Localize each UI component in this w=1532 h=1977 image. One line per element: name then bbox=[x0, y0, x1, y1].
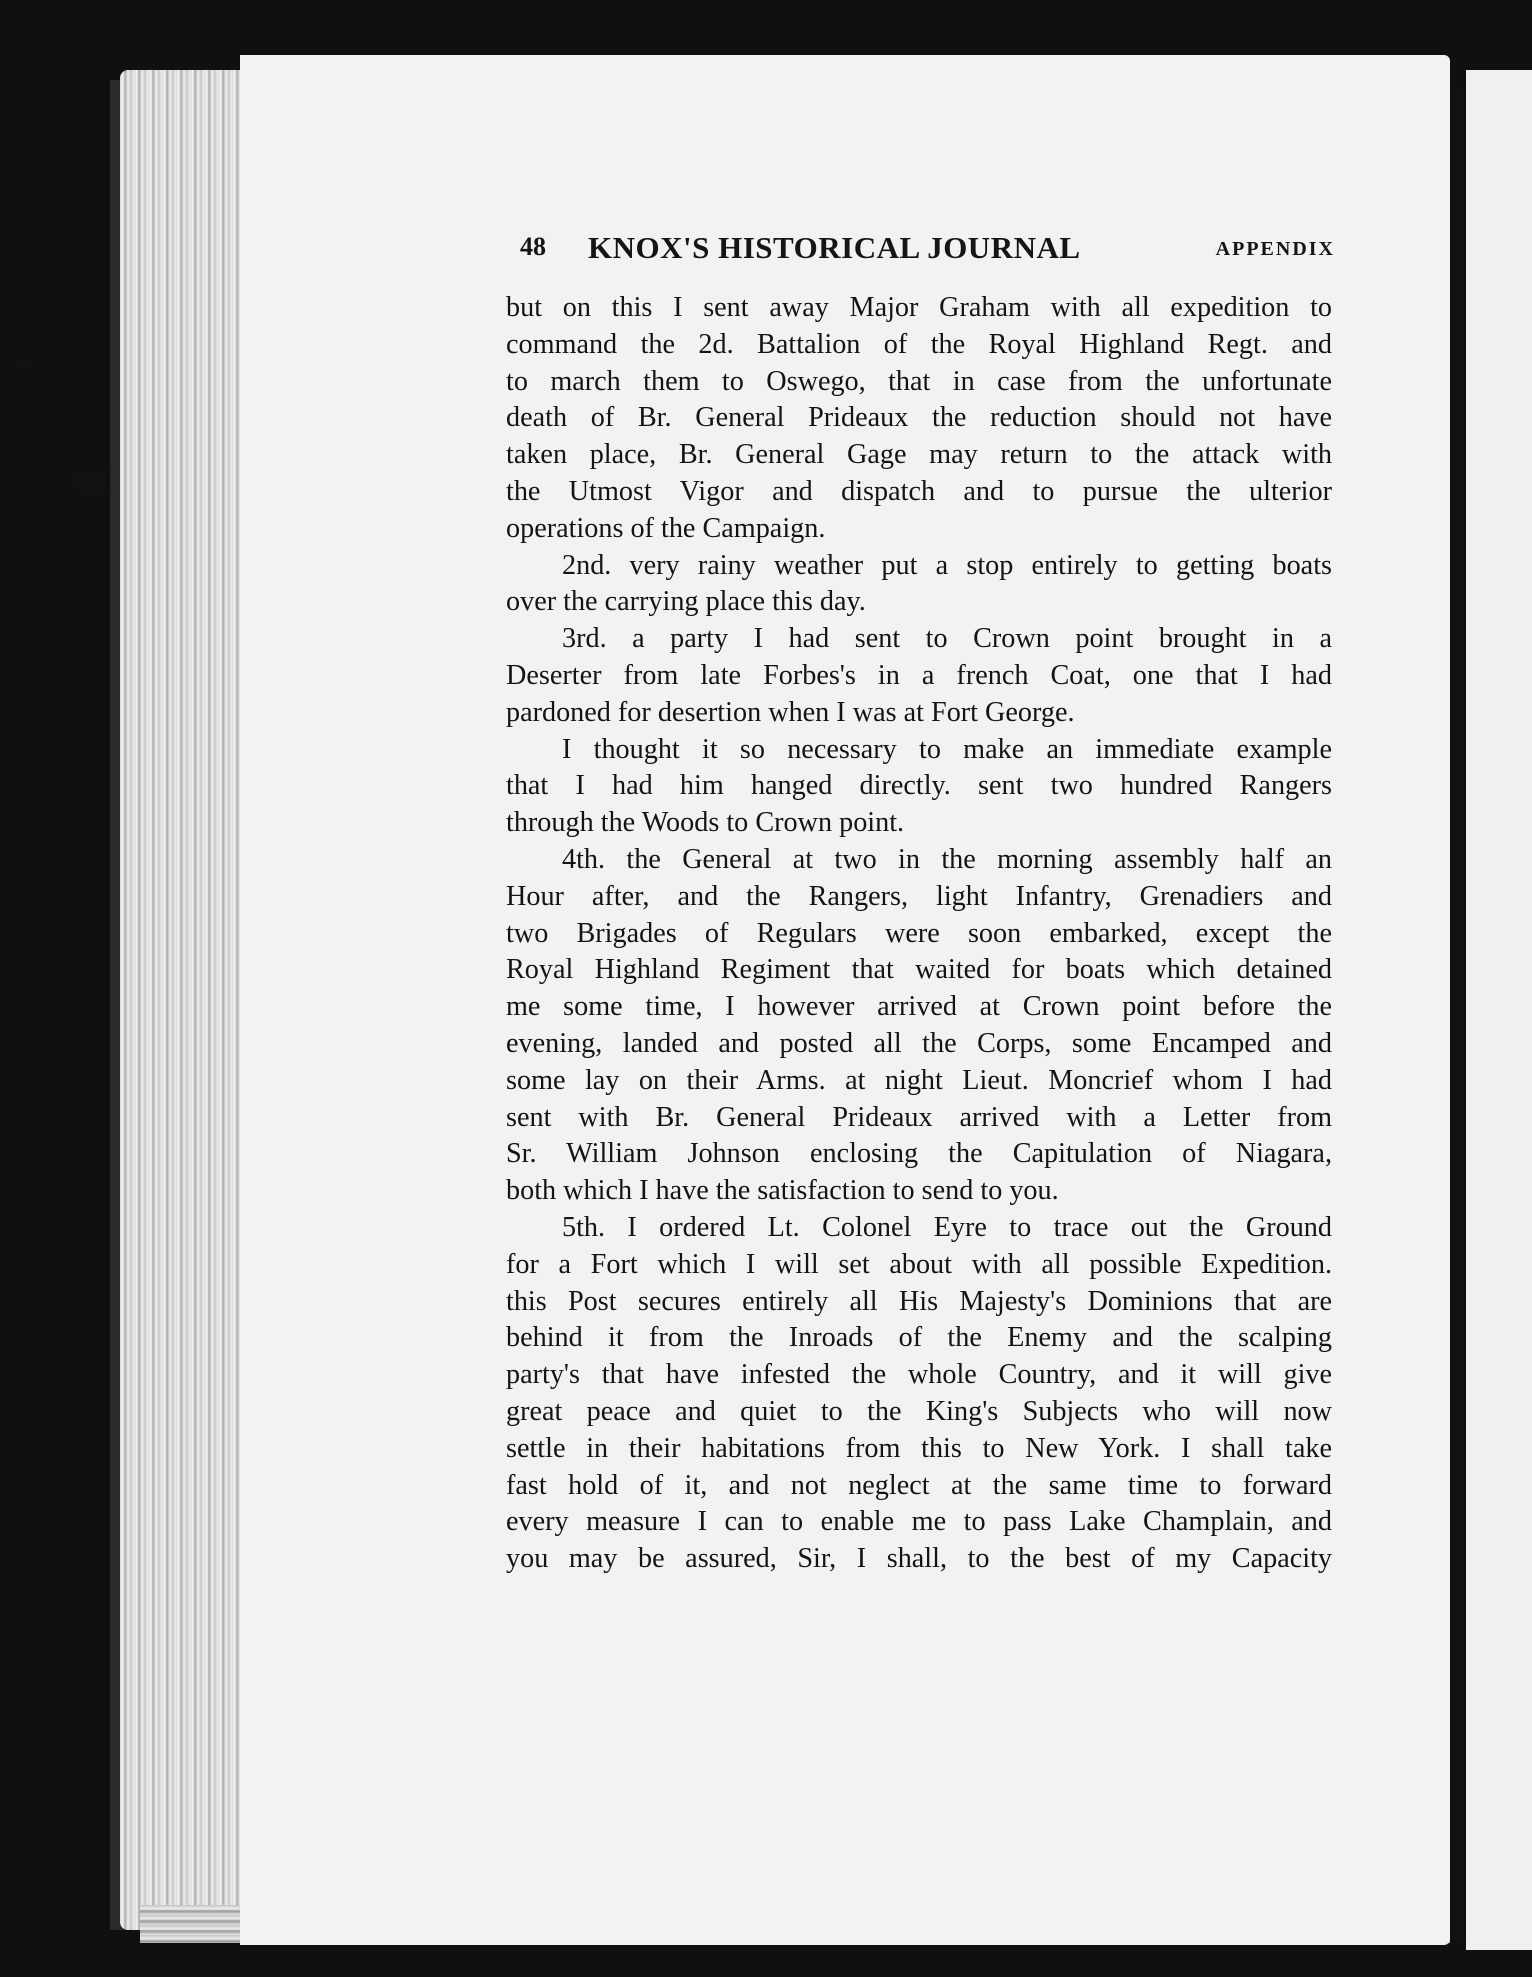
text-line: me some time, I however arrived at Crown point before the bbox=[506, 991, 1332, 1023]
text-line: Deserter from late Forbes's in a french Coat, one that I had bbox=[506, 659, 1332, 691]
text-line: for a Fort which I will set about with all possible Expedition. bbox=[506, 1248, 1332, 1280]
page-number: 48 bbox=[520, 232, 546, 261]
text-line: but on this I sent away Major Graham with all expedition to bbox=[506, 292, 1332, 323]
running-head bbox=[520, 232, 1335, 274]
book-gutter bbox=[1448, 90, 1466, 1940]
body-text bbox=[506, 290, 1332, 1578]
text-line: death of Br. General Prideaux the reduction should not have bbox=[506, 402, 1332, 434]
text-line: sent with Br. General Prideaux arrived with a Letter from bbox=[506, 1101, 1332, 1133]
text-line: operations of the Campaign. bbox=[506, 512, 826, 544]
running-title: KNOX'S HISTORICAL JOURNAL bbox=[588, 230, 1081, 265]
text-line: through the Woods to Crown point. bbox=[506, 807, 905, 839]
text-line: 4th. the General at two in the morning assembly half an bbox=[562, 843, 1332, 875]
text-line: fast hold of it, and not neglect at the same time to forward bbox=[506, 1469, 1332, 1501]
text-line: command the 2d. Battalion of the Royal Highland Regt. and bbox=[506, 328, 1332, 360]
text-line: this Post secures entirely all His Majesty's Dominions that are bbox=[506, 1285, 1332, 1317]
text-line: some lay on their Arms. at night Lieut. Moncrief whom I had bbox=[506, 1064, 1332, 1096]
text-line: Sr. William Johnson enclosing the Capitulation of Niagara, bbox=[506, 1138, 1332, 1170]
text-line: over the carrying place this day. bbox=[506, 586, 866, 618]
text-line: behind it from the Inroads of the Enemy and the scalping bbox=[506, 1322, 1332, 1354]
text-line: taken place, Br. General Gage may return to the attack with bbox=[506, 439, 1332, 471]
text-line: 3rd. a party I had sent to Crown point brought in a bbox=[562, 623, 1332, 655]
margin-mark bbox=[72, 470, 106, 492]
margin-mark bbox=[18, 362, 30, 370]
text-line: 5th. I ordered Lt. Colonel Eyre to trace out the Ground bbox=[562, 1211, 1332, 1243]
text-line: both which I have the satisfaction to send to you. bbox=[506, 1175, 1059, 1207]
text-line: to march them to Oswego, that in case from the unfortunate bbox=[506, 365, 1332, 397]
text-line: settle in their habitations from this to New York. I shall take bbox=[506, 1432, 1332, 1464]
text-line: Royal Highland Regiment that waited for boats which detained bbox=[506, 954, 1332, 986]
text-line: that I had him hanged directly. sent two hundred Rangers bbox=[506, 770, 1332, 802]
section-label: APPENDIX bbox=[1215, 238, 1335, 260]
text-line: pardoned for desertion when I was at Fort George. bbox=[506, 696, 1075, 728]
facing-page bbox=[1466, 70, 1532, 1950]
text-line: great peace and quiet to the King's Subjects who will now bbox=[506, 1395, 1332, 1427]
text-line: two Brigades of Regulars were soon embarked, except the bbox=[506, 917, 1332, 949]
text-line: the Utmost Vigor and dispatch and to pursue the ulterior bbox=[506, 475, 1332, 507]
text-line: evening, landed and posted all the Corps, some Encamped and bbox=[506, 1027, 1332, 1059]
book-page-edges bbox=[120, 70, 245, 1930]
text-line: 2nd. very rainy weather put a stop entirely to getting boats bbox=[562, 549, 1332, 581]
text-line: you may be assured, Sir, I shall, to the best of my Capacity bbox=[506, 1543, 1332, 1575]
text-line: party's that have infested the whole Country, and it will give bbox=[506, 1359, 1332, 1391]
text-line: I thought it so necessary to make an immediate example bbox=[562, 733, 1332, 765]
text-line: Hour after, and the Rangers, light Infantry, Grenadiers and bbox=[506, 880, 1332, 912]
text-line: every measure I can to enable me to pass Lake Champlain, and bbox=[506, 1506, 1332, 1538]
